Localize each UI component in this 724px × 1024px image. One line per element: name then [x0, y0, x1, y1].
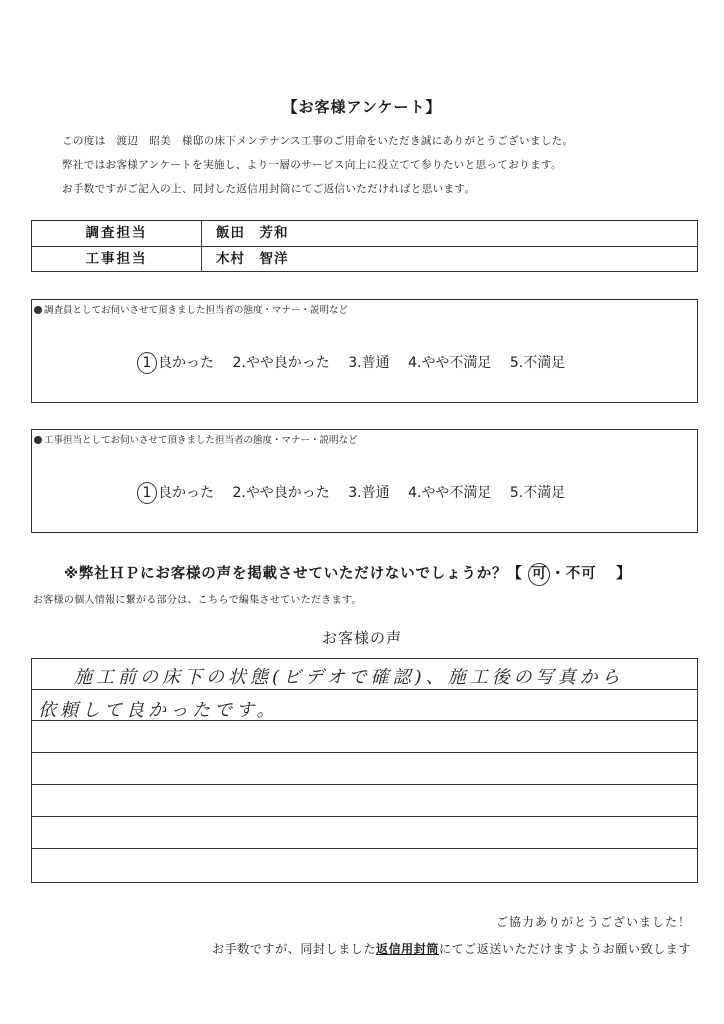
- staff-row-construction: [32, 247, 697, 272]
- option-num: 2.: [232, 485, 246, 501]
- option-label: 良かった: [158, 355, 214, 371]
- option-num: 5.: [509, 485, 524, 501]
- staff-row-survey: [32, 221, 697, 247]
- option-label: 普通: [361, 485, 390, 501]
- intro-line-2: 弊社ではお客様アンケートを実施し、より一層のサービス向上に役立てて参りたいと思っております。: [62, 159, 562, 171]
- selected-circle: 1: [137, 352, 157, 374]
- rating-options: [137, 482, 579, 504]
- permission-no-option[interactable]: 不可: [565, 566, 597, 582]
- survey-question: [34, 432, 358, 446]
- option-num: 3.: [348, 355, 362, 371]
- rating-option-3[interactable]: [348, 355, 389, 371]
- rating-options: [137, 352, 579, 374]
- question-text: ※弊社ＨＰにお客様の声を掲載させていただけないでしょうか？【: [64, 566, 523, 582]
- voice-line-3: [32, 722, 697, 753]
- option-num: 4.: [408, 355, 422, 371]
- privacy-note: お客様の個人情報に繋がる部分は、こちらで編集させていただきます。: [33, 595, 362, 606]
- staff-name: 飯田 芳和: [216, 225, 289, 241]
- question-text: 工事担当としてお伺いさせて頂きました担当者の態度・マナー・説明など: [44, 435, 358, 446]
- handwritten-comment-line-2: 依頼して良かったです。: [38, 700, 279, 721]
- return-text-prefix: お手数ですが、同封しました: [212, 942, 376, 956]
- customer-voice-title: お客様の声: [321, 629, 402, 647]
- rating-option-1[interactable]: [137, 485, 214, 501]
- staff-table: [31, 220, 698, 272]
- option-label: 不満足: [523, 485, 566, 501]
- handwritten-comment-line-1: 施工前の床下の状態(ビデオで確認)、施工後の写真から: [74, 667, 624, 688]
- staff-label: 工事担当: [32, 247, 202, 272]
- rating-option-4[interactable]: [408, 485, 491, 501]
- question-text: 調査員としてお伺いさせて頂きました担当者の態度・マナー・説明など: [44, 305, 349, 316]
- return-text-suffix: にてご返送いただけますようお願い致します: [438, 942, 691, 956]
- survey-question: [34, 302, 348, 316]
- option-num: 3.: [348, 485, 362, 501]
- separator: ・: [550, 566, 566, 582]
- close-bracket: 】: [616, 566, 632, 582]
- intro-line-3: お手数ですがご記入の上、同封した返信用封筒にてご返信いただければと思います。: [62, 183, 476, 195]
- return-envelope-emphasis: 返信用封筒: [375, 942, 439, 956]
- rating-option-4[interactable]: [408, 355, 491, 371]
- survey-question-box-2: [31, 429, 698, 533]
- customer-voice-box[interactable]: [31, 658, 698, 883]
- survey-title: 【お客様アンケート】: [282, 98, 442, 116]
- voice-line-7: [32, 850, 697, 881]
- rating-option-5[interactable]: [510, 485, 565, 501]
- permission-yes-option[interactable]: 可: [528, 563, 550, 586]
- option-label: やや不満足: [421, 485, 492, 501]
- staff-name: 木村 智洋: [216, 250, 289, 267]
- rating-option-2[interactable]: [232, 355, 329, 371]
- voice-line-4: [32, 754, 697, 785]
- bullet-icon: [34, 306, 42, 314]
- option-num: 2.: [232, 355, 246, 371]
- option-label: 不満足: [523, 355, 566, 371]
- option-label: 普通: [361, 355, 390, 371]
- rating-option-2[interactable]: [232, 485, 329, 501]
- return-instructions: [212, 940, 691, 957]
- option-label: やや良かった: [245, 355, 330, 371]
- thank-you-message: ご協力ありがとうございました！: [495, 915, 691, 929]
- option-num: 4.: [408, 485, 422, 501]
- rating-option-3[interactable]: [348, 485, 389, 501]
- option-label: 良かった: [158, 485, 214, 501]
- option-label: やや良かった: [245, 485, 330, 501]
- selected-circle: 1: [137, 482, 157, 504]
- rating-option-1[interactable]: [137, 355, 214, 371]
- intro-line-1: この度は 渡辺 昭美 様邸の床下メンテナンス工事のご用命をいただき誠にありがとうございました。: [62, 135, 574, 147]
- bullet-icon: [34, 436, 42, 444]
- hp-permission-question: [64, 562, 632, 586]
- rating-option-5[interactable]: [510, 355, 565, 371]
- voice-line-6: [32, 818, 697, 849]
- option-label: やや不満足: [421, 355, 492, 371]
- voice-line-5: [32, 786, 697, 817]
- survey-question-box-1: [31, 299, 698, 403]
- option-num: 5.: [509, 355, 524, 371]
- staff-label: 調査担当: [32, 221, 202, 246]
